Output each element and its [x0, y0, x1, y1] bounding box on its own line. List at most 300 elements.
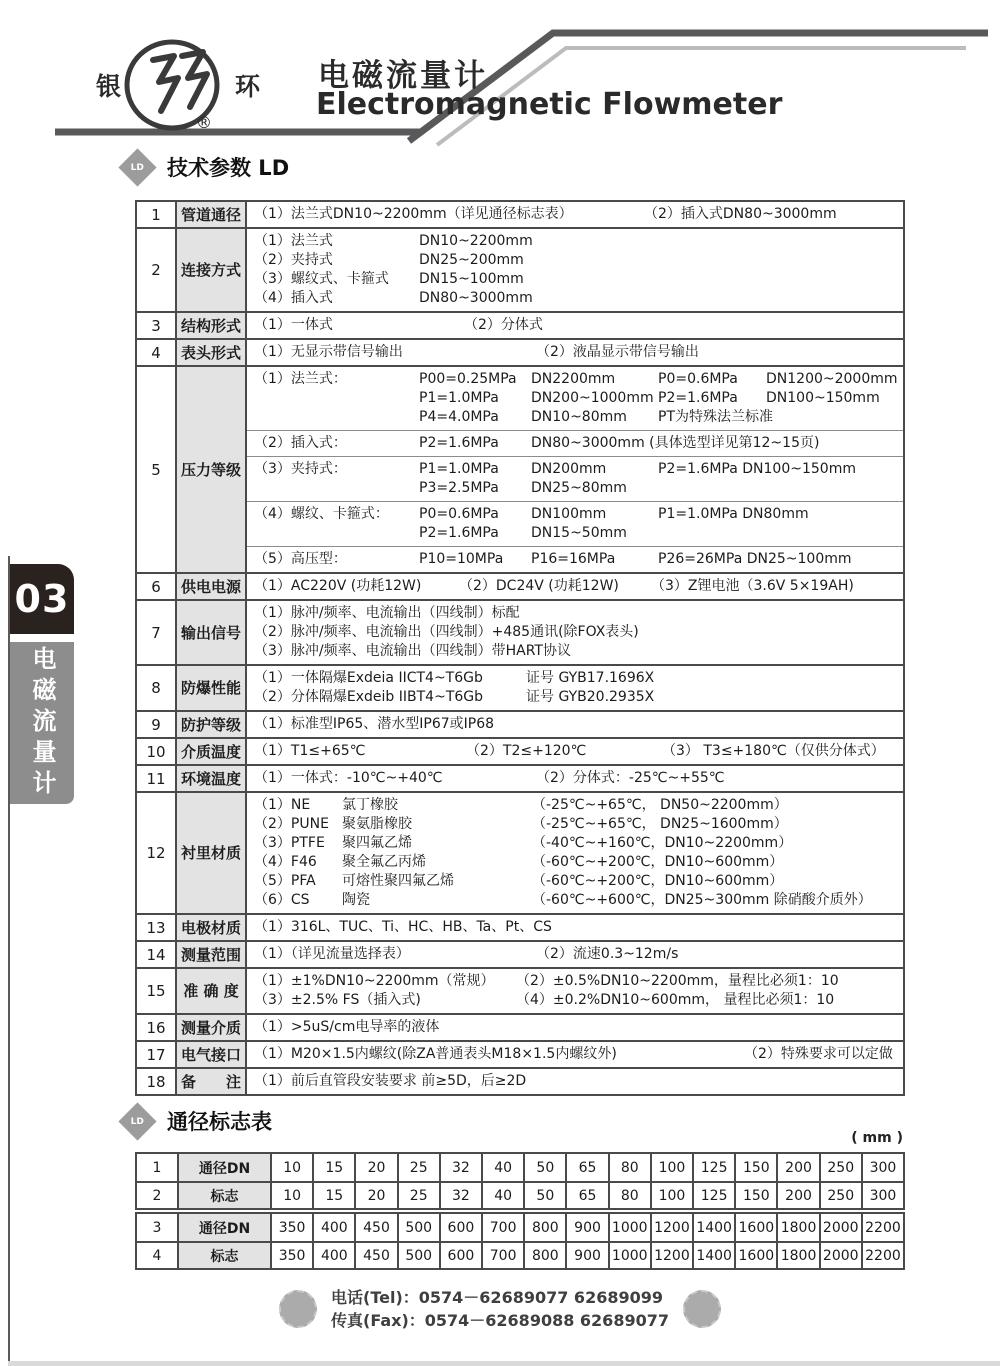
spec-content-cell: [247, 430, 903, 456]
page-title-cn: 电磁流量计: [318, 58, 488, 94]
spec-row-content: [247, 712, 903, 737]
spec-row-number: 15: [137, 969, 177, 1013]
spec-row-label: 介质温度: [177, 739, 247, 764]
brand-char-left: 银: [96, 72, 122, 101]
spec-table-row: [137, 202, 903, 227]
dn-value-cell: 65: [565, 1183, 607, 1208]
spec-row-content: [247, 202, 903, 227]
spec-content-line: [254, 1045, 899, 1064]
spec-row-content: [247, 1069, 903, 1094]
spec-text-segment: （2）PUNE: [254, 816, 329, 832]
spec-row-label: 表头形式: [177, 340, 247, 365]
chapter-title-text: 电磁流量计: [28, 645, 56, 801]
spec-row-label: 测量范围: [177, 942, 247, 967]
spec-text-segment: （1）T1≤+65℃: [254, 743, 366, 759]
dn-value-cell: 100: [650, 1154, 692, 1181]
spec-text-segment: （5）高压型：: [254, 551, 347, 567]
dn-value-cell: 250: [819, 1183, 861, 1208]
spec-text-segment: （2）插入式：: [254, 435, 347, 451]
spec-content-cell: [247, 340, 903, 365]
spec-text-segment: （4）螺纹、卡箍式：: [254, 506, 389, 522]
spec-table-row: [137, 913, 903, 940]
dn-value-cell: 1200: [650, 1243, 692, 1268]
spec-content-cell: [247, 313, 903, 338]
dn-value-cell: 450: [354, 1243, 396, 1268]
section-title-dn-table: 通径标志表: [167, 1110, 272, 1134]
dn-value-cell: 450: [354, 1214, 396, 1241]
spec-row-label: 环境温度: [177, 766, 247, 791]
spec-text-segment: DN25~200mm: [419, 252, 524, 268]
spec-content-line: [254, 796, 899, 815]
spec-text-segment: （2）特殊要求可以定做: [744, 1046, 893, 1062]
spec-content-line: [254, 853, 899, 872]
dn-row-label: 通径DN: [177, 1214, 272, 1241]
spec-table-row: [137, 1040, 903, 1067]
spec-text-segment: （2）分体式: [464, 317, 543, 333]
spec-text-segment: 聚全氟乙丙烯: [342, 854, 426, 870]
spec-text-segment: （1）前后直管段安装要求 前≥5D，后≥2D: [254, 1073, 527, 1089]
spec-table-row: [137, 311, 903, 338]
spec-table-row: [137, 940, 903, 967]
spec-row-label: 管道通径: [177, 202, 247, 227]
spec-text-segment: （-60℃~+200℃，DN10~600mm）: [532, 854, 784, 870]
dn-table-row: [137, 1241, 903, 1268]
dn-value-cell: 15: [312, 1154, 354, 1181]
spec-text-segment: （4）F46: [254, 854, 317, 870]
spec-text-segment: （2）分体隔爆Exdeib IIBT4~T6Gb: [254, 689, 484, 705]
spec-text-segment: （1）一体式：-10℃~+40℃: [254, 770, 443, 786]
spec-text-segment: （-60℃~+600℃，DN25~300mm 除硝酸介质外）: [532, 892, 872, 908]
spec-row-label: 电极材质: [177, 915, 247, 940]
spec-content-cell: [247, 501, 903, 546]
spec-row-number: 11: [137, 766, 177, 791]
spec-content-line: [254, 343, 899, 362]
spec-content-line: [254, 742, 899, 761]
spec-content-line: [254, 550, 899, 569]
spec-content-cell: [247, 915, 903, 940]
spec-content-line: [254, 1018, 899, 1037]
spec-text-segment: （1）±1%DN10~2200mm（常规）: [254, 973, 495, 989]
spec-text-segment: P2=1.6MPa: [658, 390, 738, 406]
spec-content-line: [254, 232, 899, 251]
spec-content-line: [254, 370, 899, 389]
dn-value-cell: 125: [692, 1183, 734, 1208]
spec-row-content: [247, 601, 903, 664]
chapter-title-tab: [10, 642, 74, 804]
spec-row-number: 1: [137, 202, 177, 227]
spec-text-segment: DN2200mm: [531, 371, 616, 387]
spec-content-line: [254, 669, 899, 688]
spec-row-number: 5: [137, 367, 177, 572]
spec-content-line: [254, 270, 899, 289]
spec-content-line: [254, 460, 899, 479]
footer-fax: 传真(Fax)：0574－62689088 62689077: [331, 1311, 669, 1330]
spec-text-segment: DN80~3000mm: [419, 290, 533, 306]
dn-table-row: [137, 1214, 903, 1241]
page-title-en: Electromagnetic Flowmeter: [316, 87, 783, 122]
spec-content-line: [254, 769, 899, 788]
spec-row-content: [247, 229, 903, 311]
spec-text-segment: （1）脉冲/频率、电流输出（四线制）标配: [254, 605, 520, 621]
logo-glyph-icon: [153, 56, 178, 111]
spec-content-cell: [247, 456, 903, 501]
spec-row-number: 10: [137, 739, 177, 764]
spec-table-row: [137, 791, 903, 913]
spec-text-segment: DN100~150mm: [766, 390, 880, 406]
dn-value-cell: 1000: [608, 1243, 650, 1268]
spec-text-segment: DN200~1000mm: [531, 390, 654, 406]
section-heading-tech-params: [124, 152, 289, 182]
spec-table-row: [137, 572, 903, 599]
dn-value-cell: 300: [861, 1154, 903, 1181]
spec-text-segment: （1）一体隔爆Exdeia IICT4~T6Gb: [254, 670, 483, 686]
spec-row-content: [247, 1042, 903, 1067]
spec-content-cell: [247, 942, 903, 967]
spec-table-row: [137, 227, 903, 311]
spec-content-cell: [247, 574, 903, 599]
spec-table-row: [137, 599, 903, 664]
spec-text-segment: DN10~2200mm: [419, 233, 533, 249]
spec-row-number: 3: [137, 313, 177, 338]
spec-content-cell: [247, 1069, 903, 1094]
spec-text-segment: P10=10MPa: [419, 551, 504, 567]
spec-text-segment: （2）T2≤+120℃: [466, 743, 587, 759]
dn-value-cell: 80: [608, 1154, 650, 1181]
spec-table-row: [137, 664, 903, 710]
spec-text-segment: DN200mm: [531, 461, 607, 477]
dn-value-cell: 1200: [650, 1214, 692, 1241]
dn-value-cell: 900: [565, 1214, 607, 1241]
dn-row-label: 标志: [177, 1243, 272, 1268]
spec-row-number: 18: [137, 1069, 177, 1094]
spec-text-segment: （-40℃~+160℃，DN10~2200mm）: [532, 835, 793, 851]
dn-value-cell: 50: [523, 1183, 565, 1208]
dn-value-cell: 1400: [692, 1243, 734, 1268]
spec-content-line: [254, 834, 899, 853]
spec-row-label: 备 注: [177, 1069, 247, 1094]
registered-mark-icon: ®: [196, 113, 212, 132]
spec-row-content: [247, 942, 903, 967]
spec-row-content: [247, 766, 903, 791]
spec-text-segment: （1）AC220V (功耗12W): [254, 578, 422, 594]
spec-text-segment: （2）脉冲/频率、电流输出（四线制）+485通讯(除FOX表头): [254, 624, 639, 640]
spec-content-cell: [247, 712, 903, 737]
spec-text-segment: 氯丁橡胶: [342, 797, 398, 813]
spec-row-label: 准 确 度: [177, 969, 247, 1013]
spec-row-content: [247, 969, 903, 1013]
dn-value-cell: 2200: [861, 1214, 903, 1241]
spec-row-label: 防护等级: [177, 712, 247, 737]
spec-text-segment: DN1200~2000mm: [766, 371, 898, 387]
spec-text-segment: DN100mm: [531, 506, 607, 522]
spec-text-segment: P1=1.0MPa DN80mm: [658, 506, 809, 522]
spec-row-number: 8: [137, 666, 177, 710]
dn-value-cell: 40: [481, 1154, 523, 1181]
spec-content-cell: [247, 202, 903, 227]
spec-content-line: [254, 642, 899, 661]
spec-text-segment: （2）分体式：-25℃~+55℃: [536, 770, 725, 786]
ld-diamond-icon: [118, 148, 156, 186]
spec-row-label: 连接方式: [177, 229, 247, 311]
spec-content-line: [254, 715, 899, 734]
spec-row-content: [247, 915, 903, 940]
brand-logo: [0, 0, 1000, 152]
spec-table-row: [137, 737, 903, 764]
spec-text-segment: [254, 479, 419, 498]
spec-content-cell: [247, 766, 903, 791]
dn-value-cell: 2000: [819, 1214, 861, 1241]
spec-row-label: 供电电源: [177, 574, 247, 599]
spec-content-line: [254, 623, 899, 642]
spec-row-label: 测量介质: [177, 1015, 247, 1040]
spec-text-segment: （3） T3≤+180℃（仅供分体式）: [662, 743, 885, 759]
spec-text-segment: （1）316L、TUC、Ti、HC、HB、Ta、Pt、CS: [254, 919, 552, 935]
dn-value-cell: 350: [278, 1247, 306, 1264]
spec-text-segment: P16=16MPa: [531, 551, 616, 567]
spec-row-label: 结构形式: [177, 313, 247, 338]
spec-row-number: 7: [137, 601, 177, 664]
spec-row-content: [247, 666, 903, 710]
spec-text-segment: （5）PFA: [254, 873, 316, 889]
dn-table-unit-label: ( mm ): [851, 1130, 903, 1146]
spec-content-cell: [247, 969, 903, 1013]
footer-tel: 电话(Tel)：0574－62689077 62689099: [331, 1288, 663, 1307]
spec-text-segment: （1）法兰式DN10~2200mm（详见通径标志表）: [254, 206, 573, 222]
spec-content-line: [254, 479, 899, 498]
spec-text-segment: P2=1.6MPa: [419, 525, 499, 541]
spec-content-line: [254, 205, 899, 224]
spec-content-line: [254, 434, 899, 453]
spec-table-row: [137, 338, 903, 365]
dn-value-cell: 400: [312, 1214, 354, 1241]
spec-content-line: [254, 872, 899, 891]
spec-text-segment: 证号 GYB17.1696X: [526, 670, 655, 686]
dn-value-cell: 1400: [692, 1214, 734, 1241]
spec-text-segment: （-60℃~+200℃，DN10~600mm）: [532, 873, 784, 889]
dn-value-cell: 1600: [734, 1243, 776, 1268]
dn-value-cell: 25: [397, 1154, 439, 1181]
spec-text-segment: [254, 524, 419, 543]
dn-value-cell: 40: [481, 1183, 523, 1208]
spec-content-line: [254, 389, 899, 408]
dn-value-cell: 25: [397, 1183, 439, 1208]
dn-value-cell: 20: [354, 1154, 396, 1181]
spec-text-segment: P26=26MPa DN25~100mm: [658, 551, 852, 567]
spec-text-segment: （3）Z锂电池（3.6V 5×19AH): [651, 578, 854, 594]
spec-text-segment: 聚氨脂橡胶: [342, 816, 412, 832]
dn-value-cell: 400: [312, 1243, 354, 1268]
dn-value-cell: 50: [523, 1154, 565, 1181]
spec-text-segment: P3=2.5MPa: [419, 480, 499, 496]
spec-content-cell: [247, 1042, 903, 1067]
spec-text-segment: （3）脉冲/频率、电流输出（四线制）带HART协议: [254, 643, 571, 659]
spec-row-content: [247, 340, 903, 365]
dn-value-cell: 900: [565, 1243, 607, 1268]
page-bottom-edge: [8, 1361, 1000, 1366]
footer: [0, 1286, 1000, 1332]
dn-value-cell: 2200: [861, 1243, 903, 1268]
dn-row-number: 1: [152, 1159, 162, 1176]
dn-value-cell: 350: [278, 1219, 306, 1236]
dn-row-number: 4: [152, 1247, 162, 1264]
spec-text-segment: 陶瓷: [342, 892, 370, 908]
spec-text-segment: （1）法兰式：: [254, 371, 347, 387]
spec-row-content: [247, 1015, 903, 1040]
spec-row-number: 16: [137, 1015, 177, 1040]
spec-table-row: [137, 710, 903, 737]
spec-text-segment: （1）（详见流量选择表）: [254, 946, 410, 962]
spec-text-segment: DN15~100mm: [419, 271, 524, 287]
logo-glyph-icon: [182, 52, 207, 107]
spec-content-cell: [247, 546, 903, 572]
spec-row-number: 17: [137, 1042, 177, 1067]
spec-text-segment: （1）一体式: [254, 317, 333, 333]
spec-content-line: [254, 918, 899, 937]
spec-text-segment: 证号 GYB20.2935X: [526, 689, 655, 705]
dn-value-cell: 2000: [819, 1243, 861, 1268]
dn-value-cell: 700: [481, 1214, 523, 1241]
dn-value-cell: 65: [565, 1154, 607, 1181]
spec-row-content: [247, 313, 903, 338]
spec-row-content: [247, 739, 903, 764]
spec-text-segment: （3）夹持式：: [254, 461, 347, 477]
spec-content-cell: [247, 666, 903, 710]
dn-value-cell: 800: [523, 1214, 565, 1241]
dn-value-cell: 600: [439, 1214, 481, 1241]
spec-row-label: 电气接口: [177, 1042, 247, 1067]
dn-value-cell: 1000: [608, 1214, 650, 1241]
spec-content-cell: [247, 601, 903, 664]
dn-value-cell: 15: [312, 1183, 354, 1208]
spec-text-segment: （2）流速0.3~12m/s: [536, 946, 679, 962]
dn-value-cell: 500: [397, 1243, 439, 1268]
dn-value-cell: 250: [819, 1154, 861, 1181]
spec-text-segment: DN25~80mm: [531, 480, 627, 496]
footer-circle-icon: [279, 1290, 317, 1328]
spec-text-segment: P1=1.0MPa: [419, 461, 499, 477]
dn-value-cell: 500: [397, 1214, 439, 1241]
spec-content-line: [254, 945, 899, 964]
dn-value-cell: 1600: [734, 1214, 776, 1241]
ld-diamond-label: LD: [130, 1116, 145, 1126]
spec-text-segment: P2=1.6MPa DN100~150mm: [658, 461, 856, 477]
dn-value-cell: 200: [776, 1183, 818, 1208]
spec-text-segment: （1）M20×1.5内螺纹(除ZA普通表头M18×1.5内螺纹外): [254, 1046, 617, 1062]
spec-text-segment: （2）夹持式: [254, 252, 333, 268]
spec-row-number: 2: [137, 229, 177, 311]
spec-text-segment: （3）PTFE: [254, 835, 325, 851]
spec-row-label: 防爆性能: [177, 666, 247, 710]
spec-content-line: [254, 891, 899, 910]
spec-text-segment: （1）法兰式: [254, 233, 333, 249]
spec-text-segment: （3）±2.5% FS（插入式): [254, 992, 421, 1008]
spec-table-row: [137, 365, 903, 572]
dn-value-cell: 150: [734, 1154, 776, 1181]
spec-text-segment: （4）±0.2%DN10~600mm， 量程比必须1：10: [516, 992, 835, 1008]
spec-text-segment: DN10~80mm: [531, 409, 627, 425]
spec-text-segment: P1=1.0MPa: [419, 390, 499, 406]
dn-value-cell: 20: [354, 1183, 396, 1208]
dn-table-small: [135, 1152, 905, 1210]
spec-content-line: [254, 316, 899, 335]
spec-row-number: 9: [137, 712, 177, 737]
spec-row-content: [247, 367, 903, 572]
spec-text-segment: P4=4.0MPa: [419, 409, 499, 425]
dn-value-cell: 700: [481, 1243, 523, 1268]
spec-row-number: 6: [137, 574, 177, 599]
spec-content-line: [254, 991, 899, 1010]
spec-text-segment: （2）插入式DN80~3000mm: [644, 206, 837, 222]
spec-text-segment: （6）CS: [254, 892, 310, 908]
dn-value-cell: 32: [439, 1154, 481, 1181]
spec-content-line: [254, 815, 899, 834]
dn-value-cell: 200: [776, 1154, 818, 1181]
brand-char-right: 环: [235, 72, 261, 101]
dn-value-cell: 1800: [776, 1214, 818, 1241]
spec-table-row: [137, 967, 903, 1013]
dn-value-cell: 10: [283, 1159, 302, 1176]
dn-value-cell: 125: [692, 1154, 734, 1181]
spec-content-cell: [247, 1015, 903, 1040]
spec-content-cell: [247, 793, 903, 913]
spec-text-segment: （1）NE: [254, 797, 311, 813]
spec-content-line: [254, 524, 899, 543]
spec-text-segment: DN80~3000mm (具体选型详见第12~15页): [531, 435, 820, 451]
spec-text-segment: 可熔性聚四氟乙烯: [342, 873, 454, 889]
spec-text-segment: PT为特殊法兰标准: [658, 409, 773, 425]
spec-row-label: 压力等级: [177, 367, 247, 572]
spec-table-row: [137, 1013, 903, 1040]
spec-text-segment: （4）插入式: [254, 290, 333, 306]
page-header: [0, 0, 1000, 152]
spec-row-number: 12: [137, 793, 177, 913]
spec-content-line: [254, 972, 899, 991]
spec-text-segment: P0=0.6MPa: [658, 371, 738, 387]
ld-diamond-label: LD: [130, 162, 145, 172]
dn-value-cell: 32: [439, 1183, 481, 1208]
spec-text-segment: DN15~50mm: [531, 525, 627, 541]
spec-content-line: [254, 408, 899, 427]
footer-contact: [331, 1286, 669, 1332]
spec-text-segment: [254, 408, 419, 427]
spec-content-cell: [247, 229, 903, 311]
spec-table: [135, 200, 905, 1096]
spec-text-segment: （1）标准型IP65、潜水型IP67或IP68: [254, 716, 495, 732]
dn-row-number: 3: [152, 1219, 162, 1236]
spec-table-row: [137, 764, 903, 791]
section-title-tech-params: 技术参数 LD: [167, 156, 290, 180]
spec-content-line: [254, 505, 899, 524]
spec-row-label: 衬里材质: [177, 793, 247, 913]
spec-text-segment: （-25℃~+65℃， DN25~1600mm）: [532, 816, 788, 832]
spec-text-segment: （2）±0.5%DN10~2200mm，量程比必须1：10: [516, 973, 839, 989]
dn-value-cell: 1800: [776, 1243, 818, 1268]
dn-value-cell: 150: [734, 1183, 776, 1208]
spec-text-segment: （1）>5uS/cm电导率的液体: [254, 1019, 440, 1035]
spec-row-content: [247, 574, 903, 599]
spec-row-number: 14: [137, 942, 177, 967]
spec-text-segment: P2=1.6MPa: [419, 435, 499, 451]
spec-row-number: 4: [137, 340, 177, 365]
dn-value-cell: 300: [861, 1183, 903, 1208]
spec-row-label: 输出信号: [177, 601, 247, 664]
spec-content-line: [254, 604, 899, 623]
dn-value-cell: 10: [283, 1187, 302, 1204]
spec-text-segment: （2）DC24V (功耗12W): [459, 578, 619, 594]
spec-text-segment: P0=0.6MPa: [419, 506, 499, 522]
dn-row-label: 通径DN: [177, 1154, 272, 1181]
spec-content-line: [254, 1072, 899, 1091]
